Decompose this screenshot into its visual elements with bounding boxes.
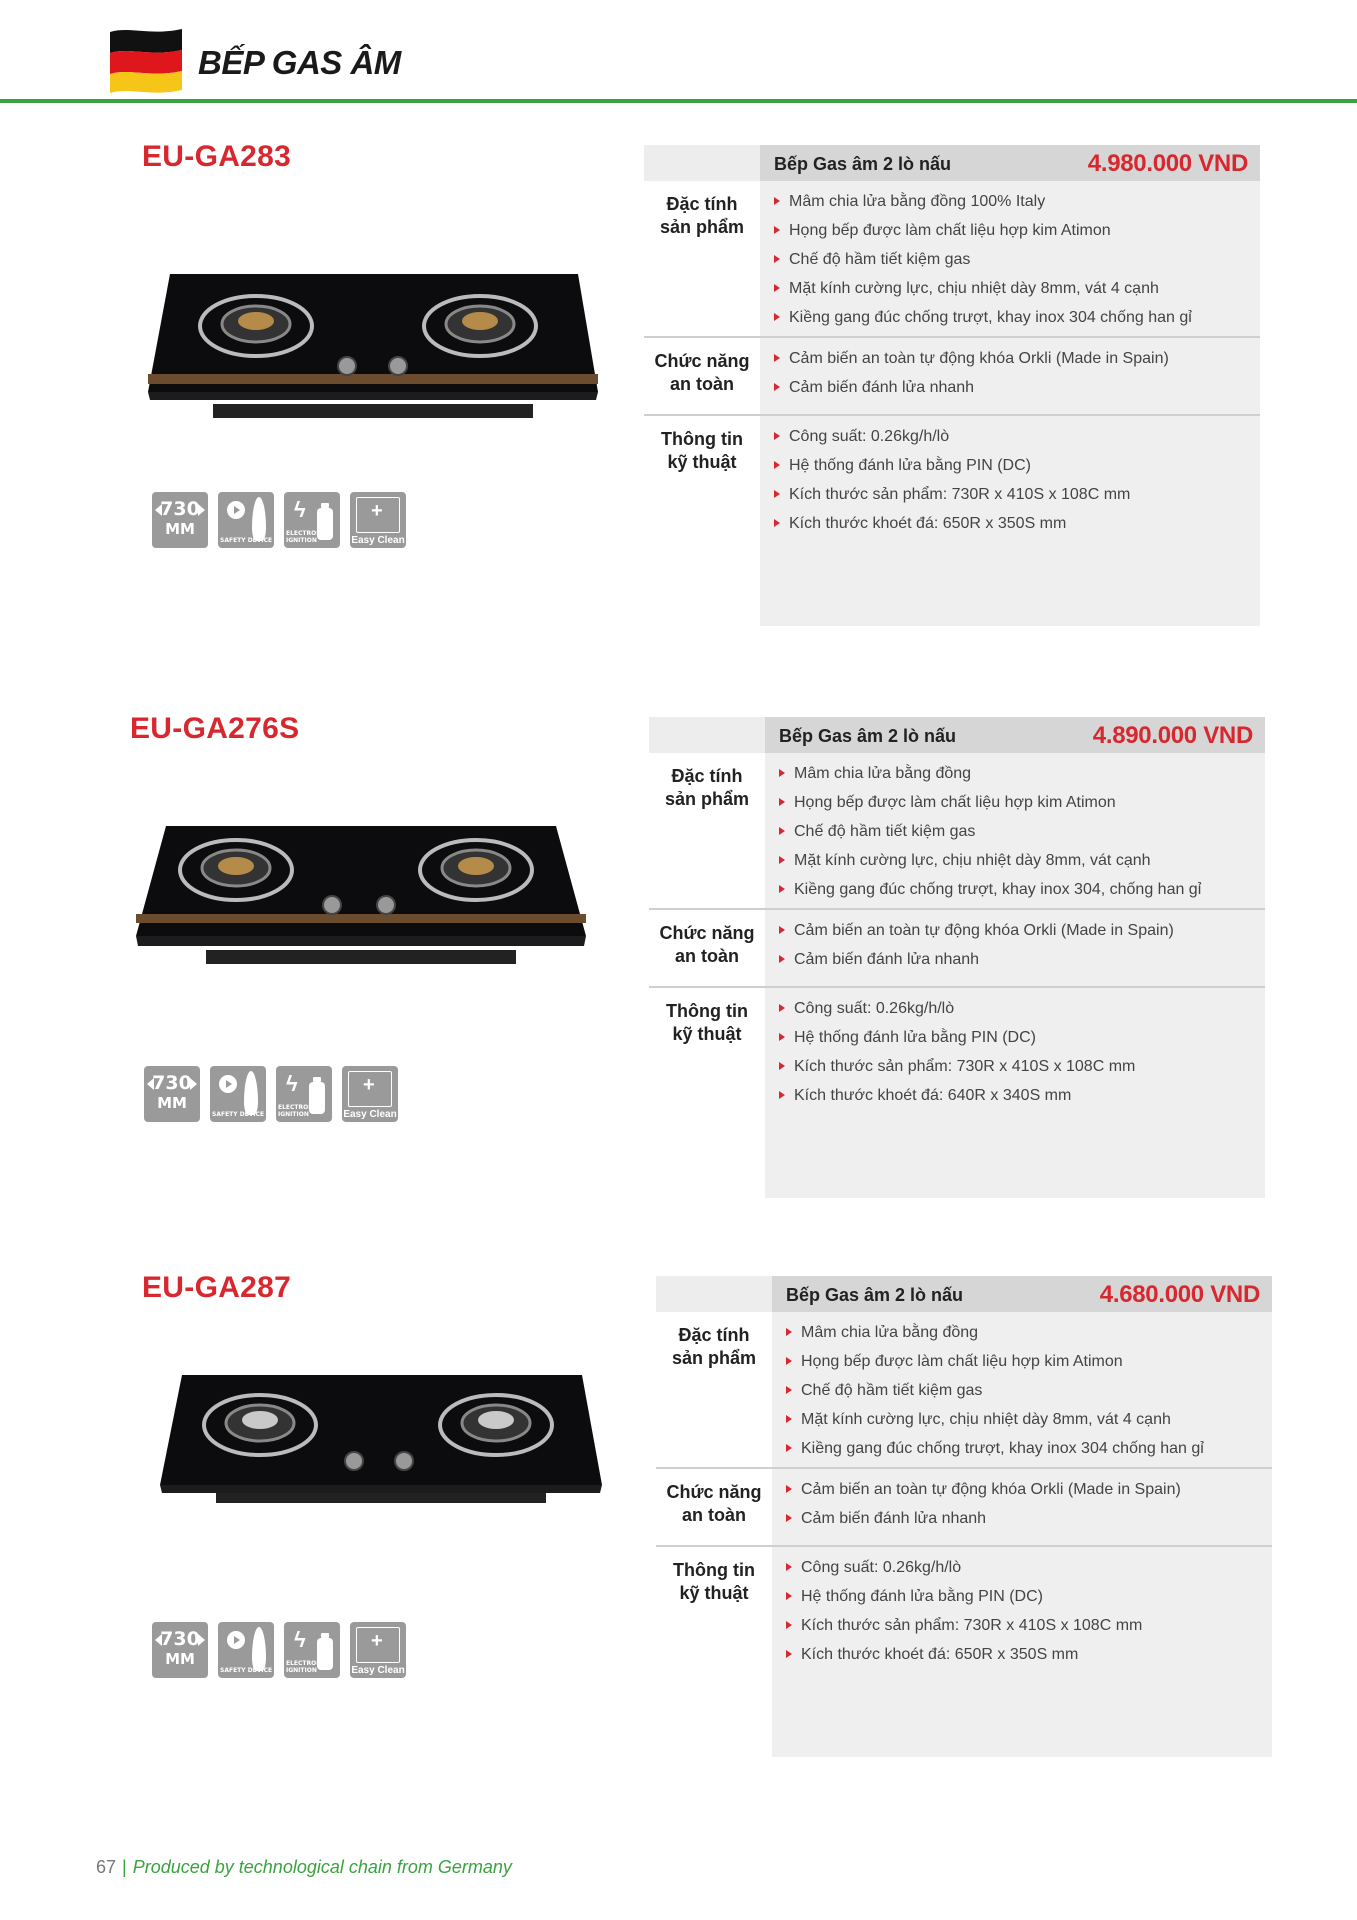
product-price: 4.680.000 VND [1099, 1281, 1260, 1308]
list-item: Mâm chia lửa bằng đồng 100% Italy [774, 187, 1250, 216]
page-footer [96, 1857, 512, 1878]
list-item: Cảm biến an toàn tự động khóa Orkli (Made in Spain) [774, 344, 1250, 373]
spec-row-safety [644, 338, 1260, 414]
page-header [0, 0, 1357, 104]
safety-list [765, 910, 1265, 986]
spec-table [649, 717, 1265, 1198]
list-item: Cảm biến đánh lửa nhanh [786, 1504, 1262, 1533]
list-item: Công suất: 0.26kg/h/lò [774, 422, 1250, 451]
spec-row-features [656, 1312, 1272, 1467]
spec-label: Đặc tính sản phẩm [664, 766, 750, 809]
product-name: Bếp Gas âm 2 lò nấu [786, 1285, 964, 1305]
safety-device-icon: SAFETY DEVICE [210, 1066, 266, 1122]
electronic-ignition-icon: ϟ ELECTRONIC IGNITION [284, 1622, 340, 1678]
product-block [0, 1267, 1357, 1757]
list-item: Cảm biến an toàn tự động khóa Orkli (Made in Spain) [786, 1475, 1262, 1504]
header-divider [0, 99, 1357, 103]
tech-list [760, 416, 1260, 542]
spec-row-tech [656, 1547, 1272, 1673]
germany-flag-icon [106, 26, 186, 94]
feature-icons [152, 492, 406, 548]
list-item: Kích thước khoét đá: 650R x 350S mm [786, 1640, 1262, 1669]
product-block [0, 708, 1357, 1198]
list-item: Mặt kính cường lực, chịu nhiệt dày 8mm, vát 4 cạnh [786, 1405, 1262, 1434]
safety-list [760, 338, 1260, 414]
electronic-ignition-icon: ϟ ELECTRONIC IGNITION [284, 492, 340, 548]
size-730mm-icon: 730 MM [144, 1066, 200, 1122]
list-item: Kích thước sản phẩm: 730R x 410S x 108C mm [779, 1052, 1255, 1081]
footer-separator: | [122, 1857, 127, 1877]
spec-label: Đặc tính sản phẩm [659, 194, 745, 237]
product-model: EU-GA283 [142, 140, 292, 173]
product-name: Bếp Gas âm 2 lò nấu [779, 726, 957, 746]
stove-image [136, 826, 586, 976]
list-item: Hệ thống đánh lửa bằng PIN (DC) [779, 1023, 1255, 1052]
spec-header [656, 1276, 1272, 1312]
list-item: Chế độ hầm tiết kiệm gas [786, 1376, 1262, 1405]
list-item: Kích thước sản phẩm: 730R x 410S x 108C mm [774, 480, 1250, 509]
easy-clean-icon: + Easy Clean [350, 1622, 406, 1678]
list-item: Họng bếp được làm chất liệu hợp kim Atimon [774, 216, 1250, 245]
list-item: Kiềng gang đúc chống trượt, khay inox 304, chống han gỉ [779, 875, 1255, 904]
footer-slogan: Produced by technological chain from Germany [132, 1857, 512, 1877]
spec-body [656, 1312, 1272, 1757]
spec-label: Chức năng an toàn [654, 351, 750, 394]
list-item: Cảm biến an toàn tự động khóa Orkli (Made in Spain) [779, 916, 1255, 945]
spec-header [649, 717, 1265, 753]
feature-list [765, 753, 1265, 908]
safety-device-icon: SAFETY DEVICE [218, 1622, 274, 1678]
list-item: Cảm biến đánh lửa nhanh [779, 945, 1255, 974]
feature-list [760, 181, 1260, 336]
list-item: Công suất: 0.26kg/h/lò [786, 1553, 1262, 1582]
list-item: Kích thước khoét đá: 650R x 350S mm [774, 509, 1250, 538]
tech-list [772, 1547, 1272, 1673]
list-item: Cảm biến đánh lửa nhanh [774, 373, 1250, 402]
easy-clean-icon: + Easy Clean [350, 492, 406, 548]
electronic-ignition-icon: ϟ ELECTRONIC IGNITION [276, 1066, 332, 1122]
list-item: Kích thước sản phẩm: 730R x 410S x 108C mm [786, 1611, 1262, 1640]
stove-image [156, 1375, 606, 1525]
spec-label: Thông tin kỹ thuật [661, 429, 743, 472]
page-title: BẾP GAS ÂM [198, 44, 401, 81]
list-item: Họng bếp được làm chất liệu hợp kim Atimon [786, 1347, 1262, 1376]
list-item: Kích thước khoét đá: 640R x 340S mm [779, 1081, 1255, 1110]
spec-label: Chức năng an toàn [666, 1482, 762, 1525]
list-item: Mâm chia lửa bằng đồng [786, 1318, 1262, 1347]
list-item: Hệ thống đánh lửa bằng PIN (DC) [774, 451, 1250, 480]
list-item: Kiềng gang đúc chống trượt, khay inox 304 chống han gỉ [774, 303, 1250, 332]
list-item: Hệ thống đánh lửa bằng PIN (DC) [786, 1582, 1262, 1611]
product-name: Bếp Gas âm 2 lò nấu [774, 154, 952, 174]
product-model: EU-GA276S [130, 712, 300, 745]
size-730mm-icon: 730 MM [152, 1622, 208, 1678]
list-item: Mặt kính cường lực, chịu nhiệt dày 8mm, vát 4 cạnh [774, 274, 1250, 303]
spec-table [644, 145, 1260, 626]
spec-label: Thông tin kỹ thuật [673, 1560, 755, 1603]
list-item: Họng bếp được làm chất liệu hợp kim Atimon [779, 788, 1255, 817]
list-item: Mâm chia lửa bằng đồng [779, 759, 1255, 788]
feature-icons [152, 1622, 406, 1678]
spec-label: Chức năng an toàn [659, 923, 755, 966]
spec-label: Đặc tính sản phẩm [671, 1325, 757, 1368]
list-item: Công suất: 0.26kg/h/lò [779, 994, 1255, 1023]
product-price: 4.980.000 VND [1087, 150, 1248, 177]
spec-row-tech [649, 988, 1265, 1114]
spec-row-tech [644, 416, 1260, 542]
easy-clean-icon: + Easy Clean [342, 1066, 398, 1122]
spec-row-safety [649, 910, 1265, 986]
product-model: EU-GA287 [142, 1271, 292, 1304]
product-block [0, 136, 1357, 626]
size-730mm-icon: 730 MM [152, 492, 208, 548]
list-item: Chế độ hầm tiết kiệm gas [779, 817, 1255, 846]
tech-list [765, 988, 1265, 1114]
feature-list [772, 1312, 1272, 1467]
feature-icons [144, 1066, 398, 1122]
list-item: Mặt kính cường lực, chịu nhiệt dày 8mm, vát cạnh [779, 846, 1255, 875]
spec-label: Thông tin kỹ thuật [666, 1001, 748, 1044]
safety-list [772, 1469, 1272, 1545]
spec-body [644, 181, 1260, 626]
stove-image [148, 274, 598, 424]
spec-table [656, 1276, 1272, 1757]
spec-header [644, 145, 1260, 181]
spec-row-features [649, 753, 1265, 908]
page-number: 67 [96, 1857, 117, 1877]
spec-row-features [644, 181, 1260, 336]
safety-device-icon: SAFETY DEVICE [218, 492, 274, 548]
spec-row-safety [656, 1469, 1272, 1545]
list-item: Kiềng gang đúc chống trượt, khay inox 304 chống han gỉ [786, 1434, 1262, 1463]
product-price: 4.890.000 VND [1092, 722, 1253, 749]
list-item: Chế độ hầm tiết kiệm gas [774, 245, 1250, 274]
spec-body [649, 753, 1265, 1198]
